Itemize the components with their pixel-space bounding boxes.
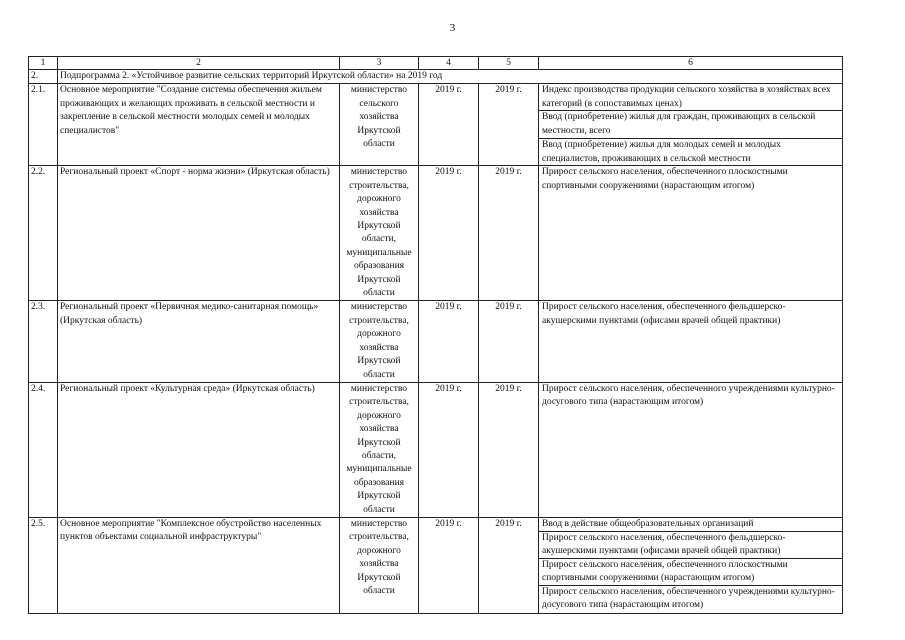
column-header: 3 <box>340 57 419 70</box>
row-number: 2.3. <box>29 301 58 382</box>
table-header-row <box>29 57 843 70</box>
end-year: 2019 г. <box>479 301 539 382</box>
end-year: 2019 г. <box>479 84 539 166</box>
table-row <box>29 84 843 166</box>
indicator: Ввод в действие общеобразовательных организаций <box>539 518 842 532</box>
start-year: 2019 г. <box>419 382 479 517</box>
start-year: 2019 г. <box>419 517 479 613</box>
indicators-cell <box>539 301 843 382</box>
column-header: 1 <box>29 57 58 70</box>
subprogram-title: Подпрограмма 2. «Устойчивое развитие сельских территорий Иркутской области» на 2019 год <box>58 70 843 84</box>
indicator: Индекс производства продукции сельского хозяйства в хозяйствах всех категорий (в сопоставимых ценах) <box>539 84 842 111</box>
table-row <box>29 166 843 301</box>
indicators-cell <box>539 84 843 166</box>
end-year: 2019 г. <box>479 382 539 517</box>
table-row <box>29 517 843 613</box>
indicators-cell <box>539 517 843 613</box>
measure-name: Основное мероприятие "Создание системы обеспечения жильем проживающих и желающих проживать в сельской местности и закрепление в сельской местности молодых семей и молодых специалистов" <box>58 84 340 166</box>
indicator: Прирост сельского населения, обеспеченного фельдшерско-акушерскими пунктами (офисами врачей общей практики) <box>539 532 842 559</box>
column-header: 5 <box>479 57 539 70</box>
start-year: 2019 г. <box>419 166 479 301</box>
indicator: Прирост сельского населения, обеспеченного плоскостными спортивными сооружениями (нарастающим итогом) <box>539 559 842 586</box>
executor: министерство строительства, дорожного хозяйства Иркутской области, муниципальные образования Иркутской области <box>340 166 419 301</box>
indicator: Прирост сельского населения, обеспеченного плоскостными спортивными сооружениями (нарастающим итогом) <box>542 167 788 191</box>
page-number: 3 <box>449 22 456 34</box>
row-number: 2.4. <box>29 382 58 517</box>
measure-name: Региональный проект «Первичная медико-санитарная помощь» (Иркутская область) <box>58 301 340 382</box>
row-number: 2.5. <box>29 517 58 613</box>
end-year: 2019 г. <box>479 166 539 301</box>
column-header: 2 <box>58 57 340 70</box>
measure-name: Основное мероприятие "Комплексное обустройство населенных пунктов объектами социальной инфраструктуры" <box>58 517 340 613</box>
indicator: Прирост сельского населения, обеспеченного фельдшерско-акушерскими пунктами (офисами врачей общей практики) <box>542 302 786 326</box>
column-header: 6 <box>539 57 843 70</box>
row-number: 2.1. <box>29 84 58 166</box>
executor: министерство сельского хозяйства Иркутской области <box>340 84 419 166</box>
executor: министерство строительства, дорожного хозяйства Иркутской области <box>340 301 419 382</box>
indicator: Прирост сельского населения, обеспеченного учреждениями культурно-досугового типа (нарастающим итогом) <box>542 383 835 408</box>
start-year: 2019 г. <box>419 84 479 166</box>
subprogram-row <box>29 70 843 84</box>
indicator: Ввод (приобретение) жилья для молодых семей и молодых специалистов, проживающих в сельской местности <box>542 140 781 164</box>
indicators-cell <box>539 166 843 301</box>
table-row <box>29 382 843 517</box>
program-table <box>28 56 843 614</box>
start-year: 2019 г. <box>419 301 479 382</box>
measure-name: Региональный проект «Культурная среда» (Иркутская область) <box>58 382 340 517</box>
end-year: 2019 г. <box>479 517 539 613</box>
indicators-cell <box>539 382 843 517</box>
indicator: Прирост сельского населения, обеспеченного учреждениями культурно-досугового типа (нарастающим итогом) <box>542 586 835 611</box>
indicator: Ввод (приобретение) жилья для граждан, проживающих в сельской местности, всего <box>539 111 842 139</box>
executor: министерство строительства, дорожного хозяйства Иркутской области, муниципальные образования Иркутской области <box>340 382 419 517</box>
row-number: 2.2. <box>29 166 58 301</box>
row-number: 2. <box>29 70 58 84</box>
table-row <box>29 301 843 382</box>
column-header: 4 <box>419 57 479 70</box>
measure-name: Региональный проект «Спорт - норма жизни» (Иркутская область) <box>58 166 340 301</box>
executor: министерство строительства, дорожного хозяйства Иркутской области <box>340 517 419 613</box>
